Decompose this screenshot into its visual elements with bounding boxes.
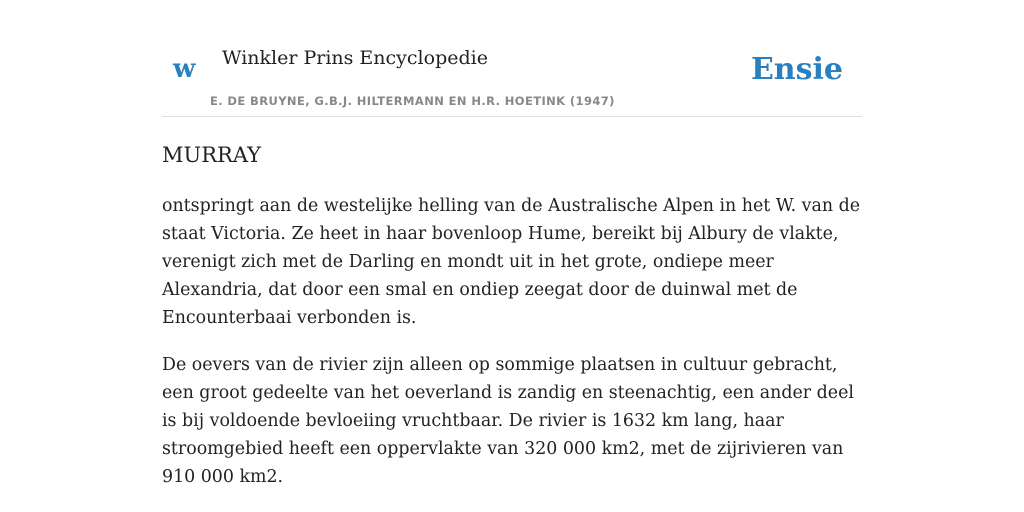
entry-title: MURRAY [162, 143, 262, 167]
publication-authors: E. DE BRUYNE, G.B.J. HILTERMANN EN H.R. HOETINK (1947) [210, 94, 615, 108]
entry-paragraph: ontspringt aan de westelijke helling van de Australische Alpen in het W. van de staat Victoria. Ze heet in haar bovenloop Hume, bereikt bij Albury de vlakte, verenigt zich met de Darling en mondt uit in het grote, ondiepe meer Alexandria, dat door een smal en ondiep zeegat door de duinwal met de Encounterbaai verbonden is. [162, 196, 860, 328]
page-header [162, 0, 862, 117]
publication-title[interactable]: Winkler Prins Encyclopedie [222, 47, 488, 69]
publication-logo[interactable]: w [173, 54, 196, 84]
page-container [162, 0, 862, 487]
brand-logo-link[interactable]: Ensie [750, 52, 843, 87]
entry-paragraph: De oevers van de rivier zijn alleen op sommige plaatsen in cultuur gebracht, een groot gedeelte van het oeverland is zandig en steenachtig, een ander deel is bij voldoende bevloeiing vruchtbaar. De rivier is 1632 km lang, haar stroomgebied heeft een oppervlakte van 320 000 km2, met de zijrivieren van 910 000 km2. [162, 355, 854, 487]
